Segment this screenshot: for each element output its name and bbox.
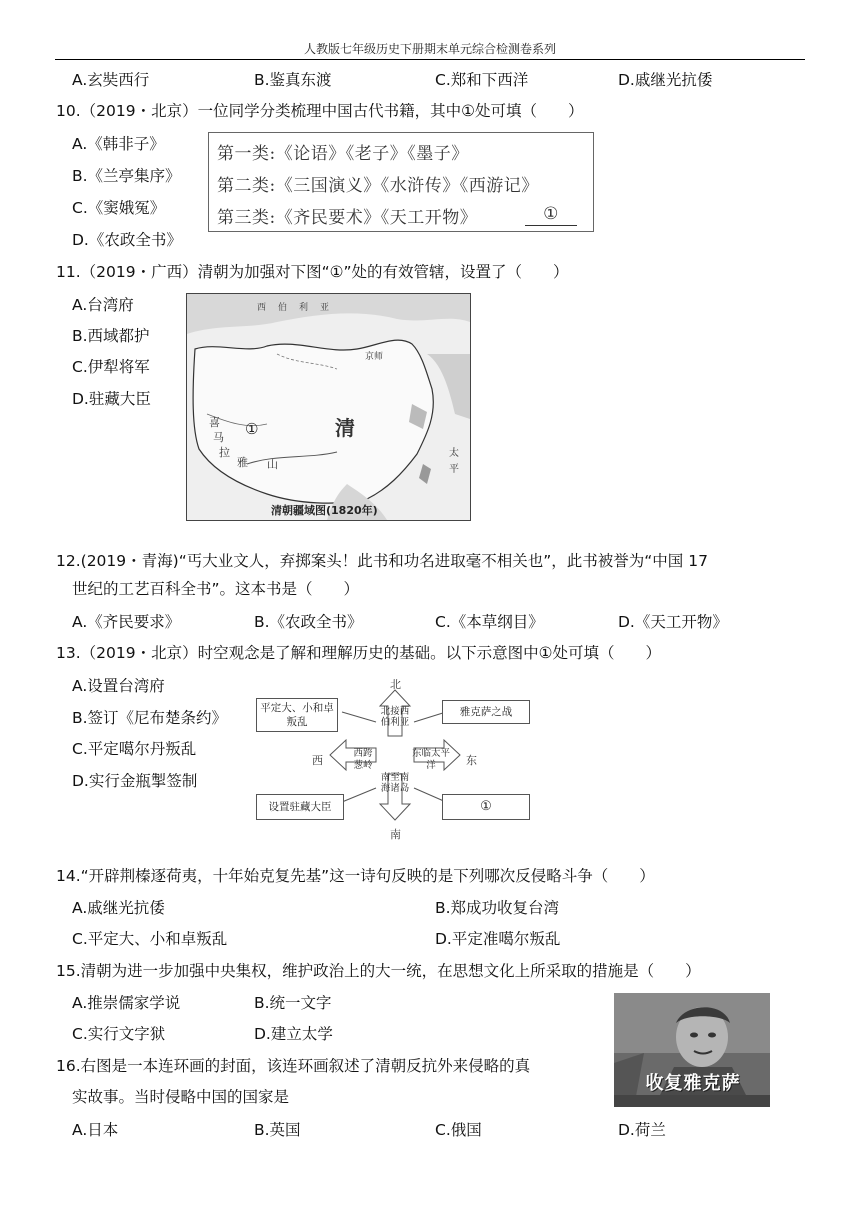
- arrow-north-text: 北接西伯利亚: [380, 706, 410, 728]
- arrow-west-text: 西跨葱岭: [353, 748, 373, 771]
- map-label-shan: 山: [267, 458, 278, 471]
- map-marker-1: ①: [245, 420, 259, 438]
- comic-cover-image: [614, 993, 770, 1107]
- box-se: ①: [442, 794, 530, 820]
- q16-option-a[interactable]: A.日本: [72, 1121, 119, 1139]
- q13-option-c[interactable]: C.平定噶尔丹叛乱: [72, 740, 197, 758]
- compass-north: 北: [390, 678, 401, 691]
- q12-option-c[interactable]: C.《本草纲目》: [435, 613, 544, 631]
- box-nw: 平定大、小和卓叛乱: [256, 698, 338, 732]
- page-header: 人教版七年级历史下册期末单元综合检测卷系列: [303, 42, 556, 56]
- q16-option-c[interactable]: C.俄国: [435, 1121, 482, 1139]
- compass-east: 东: [466, 754, 477, 767]
- q12-option-d[interactable]: D.《天工开物》: [618, 613, 728, 631]
- arrow-east-text: 东临太平洋: [412, 748, 451, 771]
- q10-option-b[interactable]: B.《兰亭集序》: [72, 167, 181, 185]
- q15-option-b[interactable]: B.统一文字: [254, 994, 332, 1012]
- q10-blank: ①: [525, 203, 577, 226]
- q14-stem: 14.“开辟荆榛逐荷夷，十年始克复先基”这一诗句反映的是下列哪次反侵略斗争（ ）: [56, 867, 655, 885]
- q11-option-a[interactable]: A.台湾府: [72, 296, 134, 314]
- q10-option-d[interactable]: D.《农政全书》: [72, 231, 182, 249]
- header-divider: [55, 59, 805, 60]
- map-label-qing: 清: [335, 416, 355, 440]
- q10-row-3: 第三类:《齐民要术》《天工开物》: [217, 208, 478, 228]
- map-caption: 清朝疆域图(1820年): [271, 504, 378, 517]
- q10-option-a[interactable]: A.《韩非子》: [72, 135, 165, 153]
- q9-option-d[interactable]: D.戚继光抗倭: [618, 71, 713, 89]
- q10-stem: 10.（2019・北京）一位同学分类梳理中国古代书籍，其中①处可填（ ）: [56, 102, 584, 120]
- q10-row-1: 第一类:《论语》《老子》《墨子》: [217, 144, 469, 164]
- map-label-top: 西伯利亚: [257, 303, 342, 313]
- box-sw: 设置驻藏大臣: [256, 794, 344, 820]
- arrow-south-text: 南至南海诸岛: [380, 772, 410, 794]
- q13-option-b[interactable]: B.签订《尼布楚条约》: [72, 709, 228, 727]
- q15-option-a[interactable]: A.推崇儒家学说: [72, 994, 181, 1012]
- q9-option-b[interactable]: B.鉴真东渡: [254, 71, 332, 89]
- q10-row-2: 第二类:《三国演义》《水浒传》《西游记》: [217, 176, 539, 196]
- compass-west: 西: [312, 754, 323, 767]
- map-label-ping: 平: [449, 464, 459, 475]
- q16-option-b[interactable]: B.英国: [254, 1121, 301, 1139]
- q13-option-a[interactable]: A.设置台湾府: [72, 677, 165, 695]
- map-label-xi: 喜: [209, 416, 220, 429]
- box-ne: 雅克萨之战: [442, 700, 530, 724]
- q13-option-d[interactable]: D.实行金瓶掣签制: [72, 772, 198, 790]
- q13-diagram: [250, 676, 540, 841]
- q15-option-d[interactable]: D.建立太学: [254, 1025, 333, 1043]
- map-graphic: [187, 294, 470, 520]
- q11-stem: 11.（2019・广西）清朝为加强对下图“①”处的有效管辖，设置了（ ）: [56, 263, 569, 281]
- q14-option-b[interactable]: B.郑成功收复台湾: [435, 899, 560, 917]
- q13-stem: 13.（2019・北京）时空观念是了解和理解历史的基础。以下示意图中①处可填（ ）: [56, 644, 661, 662]
- q12-stem-line2: 世纪的工艺百科全书”。这本书是（ ）: [72, 580, 360, 598]
- q12-option-a[interactable]: A.《齐民要求》: [72, 613, 181, 631]
- map-label-capital: 京师: [365, 352, 384, 362]
- q11-option-c[interactable]: C.伊犁将军: [72, 358, 150, 376]
- q14-option-a[interactable]: A.戚继光抗倭: [72, 899, 165, 917]
- q16-stem-line1: 16.右图是一本连环画的封面，该连环画叙述了清朝反抗外来侵略的真: [56, 1057, 531, 1075]
- q9-option-a[interactable]: A.玄奘西行: [72, 71, 150, 89]
- q10-option-c[interactable]: C.《窦娥冤》: [72, 199, 166, 217]
- q9-option-c[interactable]: C.郑和下西洋: [435, 71, 529, 89]
- q12-option-b[interactable]: B.《农政全书》: [254, 613, 363, 631]
- q11-option-d[interactable]: D.驻藏大臣: [72, 390, 151, 408]
- q15-option-c[interactable]: C.实行文字狱: [72, 1025, 166, 1043]
- map-label-ma: 马: [213, 431, 224, 444]
- q12-stem-line1: 12.(2019・青海)“丐大业文人，弃掷案头！此书和功名进取毫不相关也”，此书被誉为“中国 17: [56, 552, 708, 570]
- comic-cover-title: 收复雅克萨: [645, 1073, 741, 1094]
- map-label-tai: 太: [449, 448, 459, 459]
- q16-option-d[interactable]: D.荷兰: [618, 1121, 666, 1139]
- q16-stem-line2: 实故事。当时侵略中国的国家是: [72, 1088, 290, 1106]
- q10-book-table: [208, 132, 594, 232]
- map-label-ya: 雅: [237, 456, 248, 469]
- q14-option-d[interactable]: D.平定准噶尔叛乱: [435, 930, 561, 948]
- q11-option-b[interactable]: B.西域都护: [72, 327, 150, 345]
- q14-option-c[interactable]: C.平定大、小和卓叛乱: [72, 930, 228, 948]
- compass-south: 南: [390, 828, 401, 841]
- qing-territory-map: [186, 293, 471, 521]
- map-label-la: 拉: [219, 446, 230, 459]
- q15-stem: 15.清朝为进一步加强中央集权，维护政治上的大一统，在思想文化上所采取的措施是（ ）: [56, 962, 701, 980]
